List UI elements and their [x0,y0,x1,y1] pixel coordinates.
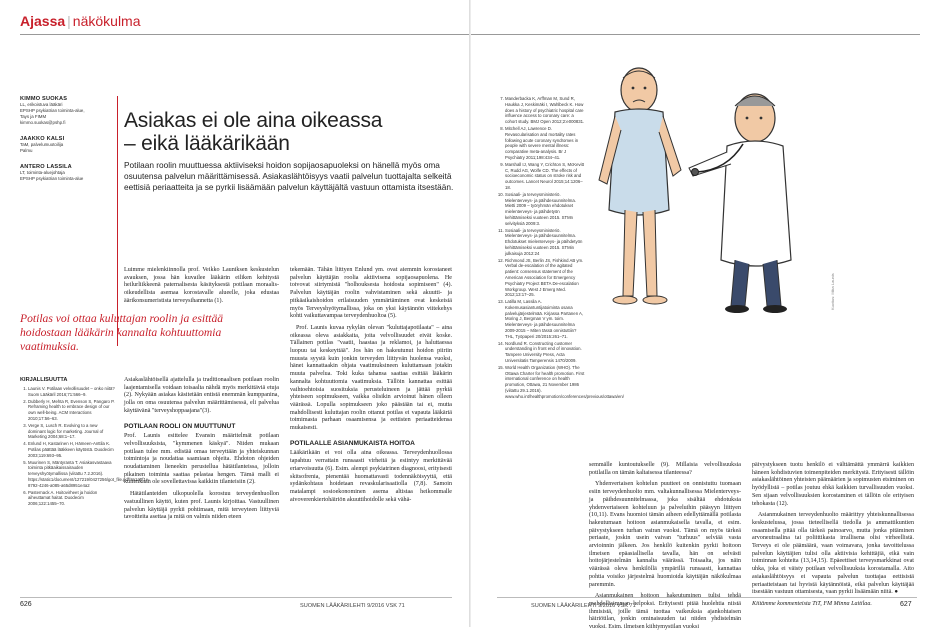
column-a-top [124,267,279,310]
end-mark: ● [894,589,899,596]
doctor-examining-patient-illustration [577,60,837,320]
author-line: Tays ja FIMM [20,114,47,119]
headline [124,109,454,155]
author-line: LL, erikoistuva lääkäri [20,102,63,107]
references-list-container [20,386,150,507]
author-name: JAAKKO KALSI [20,136,65,142]
column-a [124,377,279,526]
body-paragraph: päivystykseen tuotu henkilö ei välttämättä ymmärrä kaikkien häneen kohdistuvien toimenpiteiden merkitystä. Erityisesti tällöin asiakaslähtöinen yhteisten päämäärien ja sopimusten etsiminen on hyödyllistä – potilas joutuu ehkä kaikkien turvallisuuden vuoksi. Sen sijaan velvollisuuksien korostaminen ei tällöin ole erityisen tehokasta (12). [752,462,914,507]
body-paragraph: Luimme mielenkiinnolla prof. Veikko Launiksen keskustelun avauksen, jossa hän kuvailee lääkärin eiliken kehitystä heilurliikkeenä paternalisesta käsityksestä potilaan moraalis-oikeudellista asemaa korostavalle alueelle, joka edustaa äärikonsumeristista terveysihannetta (1). [124,267,279,304]
patient-figure [599,68,681,304]
reference-item: 8. Mitchell AJ, Lawrence D. Revascularisation and mortality rates following acute coronary syndromes in people with severe mental illness: comparative meta-analysis. Br J Psychiatry 2011;198:434–41. [505,126,585,161]
author-line: LT, toiminta-aluejohtaja [20,170,65,175]
reference-item: 4. Enlund H, Kastarinen H, Hämeen-Anttila K. Potilas päättää lääkkeen käytöstä. Duodecim 2003;119:693–95. [28,441,116,458]
left-page [0,0,469,627]
author-line: EPSHP psykiatrian toiminta-alue [20,176,84,181]
author-email: kimmo.suokas@pshp.fi [20,120,66,125]
author-2 [20,136,112,154]
journal-footer: SUOMEN LÄÄKÄRILEHTI 9/2016 VSK 71 [300,603,405,609]
acknowledgement: Kiitämme kommenteista TtT, FM Minna Laitilaa. [752,600,872,607]
references-list [20,386,150,507]
reference-item: 13. Latilla M, Lassila A. Kokemusasiantuntijatoiminta osana palvelujärjestelmää. Kirjassa Partanen A, Moring J, Bergman V ym. toim. Mielenterveys- ja päihdesuunnitelma 2009-2015 – Miten tässä onnistuttiin? THL, Työpaperi 20/2015:261–71. [505,299,585,340]
reference-item: 2. Dubberly H, Mehta R, Evenson S, Pangaro P. Reframing health to embrace design of our own well-being. ACM Interactions 2010;17:56–63. [28,399,116,422]
body-paragraph: Asianmukainen hoitoon hakeutuminen tulisi tehdä mahdollisimman helpoksi. Erityisesti pitää huolehtia niistä ihmisistä, joille tämä tuottaa vaikeuksia ajankohtaisen häiriötilan, jonkin ominaisuuden tai niiden yhdistelmän vuoksi. Esim. ilmeisen kiihtymystilan vuoksi [589,593,741,631]
reference-item: 11. Sosiaali- ja terveysministeriö. Mielenterveys- ja päihdesuunnitelma. Ehdotukset mielenterveys- ja päihdetyön kehittämiseksi vuoteen 2015. STMin julkaisuja 2012:24 [505,228,585,257]
author-1 [20,96,112,126]
footer-rule [497,597,917,598]
subheading: POTILAALLE ASIANMUKAISTA HOITOA [290,439,415,447]
headline-line-1: Asiakas ei ole aina oikeassa [124,109,383,132]
reference-item: 9. Marshall IJ, Wang Y, Crichton S, McKevitt C, Rudd AG, Wolfe CD. The effects of socioeconomic status on stroke risk and outcomes. Lancet Neurol 2015;14:1206–18. [505,162,585,191]
reference-item: 5. Muurinen S, Mäntyranta T. Asiakasvastaava toiminta pitkäaikaissairauden terveyshyötymallissa (viitattu 7.2.2016). https://static1/document/127219/0427256/got_file.pdf/2a1a0f1e-8792-4246-a085-a65d8951e4a2 [28,460,116,489]
references-list [497,96,624,400]
reference-item: 6. Pasternack A. Hoitovirheet ja hoidon aiheuttamat haitat. Duodecim 2006;122:1455–70. [28,490,116,507]
reference-item: 1. Launis V. Potilaan velvollisuudet – onko niitä? Suom Lääkäril 2016;71:566–9. [28,386,116,398]
author-line: EPSHP psykiatrian toiminta-alue, [20,108,85,113]
author-3 [20,164,112,182]
body-paragraph [752,512,914,597]
column-b [290,267,452,508]
section-name: Ajassa [20,13,66,29]
headline-line-2: – eikä lääkärikään [124,132,290,155]
doctor-figure [689,94,791,313]
section-separator: | [67,13,71,29]
body-paragraph: Asiakaslähtöisellä ajattelulla ja traditionaalisen potilaan roolin laajentamisella voidaan toisaalta nähdä myös merkittäviä etuja (2). Nykyään asiakas käsitetään entistä enemmän kumppanina, jolla on oma osuutensa palvelun määrittämisessä, eli palvelua käyttävänä "terveyshoppaajana"(3). [124,377,279,414]
author-line: Palmu [20,148,33,153]
author-name: ANTERO LASSILA [20,164,72,170]
body-paragraph: Lääkärikään ei voi olla aina oikeassa. Terveydenhuollossa tapahtuu verrattain runsaasti virheitä ja esiintyy merkittävää eriarvoisuutta (6). Esim. alempi psykiatrinen diagnoosi, erityisesti skitsofrenia, pienentää huomattavasti todennäköisyyttä, että sydänkohtaus hoidetaan revaskularisaatiolla (7,8). Samoin matalampi sosioekonominen asema altistaa heikommalle aivoverenkiertohäiriön akuuttihoidolle sekä vähä- [290,450,452,503]
body-paragraph: Yhdenvertaisen kohtelun puutteet on onnistuttu tuomaan esiin terveydenhuolto mm. valtakunnallisessa Mielenterveys- ja päihdesuunnitelmassa, joka sisältää ehdotuksia yhdenvertaiseen kohteluun ja palveluihin pääsyyn liittyen (10,11). Evans huomioi tämän aiheen edellyttämällä potilasta hakeutumaan hoitoon asianmukaisella tavalla, ei esim. päivystykseen turhan vairan vuoksi. Tämä on myös tärkeä periaate, joskin usein vaivan "turhuus" selviää vasta arvioinnin jälkeen. Jos henkilö kuitenkin pyrkii hoitoon ilmeisen epäasiallisella tavalla, hän on selvästi hoitojärjestelmän kannalta väärässä. Toisaalta, jos näin väärässä oleva henkilöllä ympärillä runsaasti, kannattaa pohtia voisiko järjestelmä huomioida käyttäjän näkökulmaa paremmin. [589,481,741,588]
pull-quote: Potilas voi ottaa kuluttajan roolin ja esittää hoidostaan lääkärin kannalta kohtuuttomia vaatimuksia. [20,312,224,353]
reference-item: 7. Manderbacka K, Arffman M, Sund R, Haukka J, Keskimäki I, Wahlbeck K. How does a history of psychiatric hospital care influence access to coronary care: a cohort study. BMJ Open 2012;2:e000831. [505,96,585,125]
reference-item: 12. Richmond JS, Berlin JS, Fishkind AB ym. Verbal de-escalation of the agitated patient: consensus statement of the American Association for Emergency Psychiatry Project BETA De-escalation Workgroup. West J Emerg Med. 2012;13:17–25. [505,258,585,299]
page-number: 627 [900,601,912,608]
column-c [589,462,741,636]
top-rule [20,34,469,35]
body-paragraph: semmälle kuntoutukselle (9). Millaisia velvollisuuksia potilailla on tämän kaltaisessa tilanteessa? [589,462,741,476]
headline-rule [117,96,118,346]
author-line: TaM, palvelumuotoilija [20,142,64,147]
body-paragraph: Prof. Launis esittelee Evansin määritelmät potilaan velvollisuuksista, "kymmenen käskyä". Niiden mukaan potilaan tulee mm. edistää omaa terveyttään ja yhteiskunnan toimintoja ja noudattaa saamiaan ohjeita. Ehdoton ohjeiden noudattaminen lieneekin perustellua hätätilanteissa, jolloin pikainen toiminta saattaa pelastaa hengen. Tämä malli ei kuitenkaan ole sovellettavissa kaikkiin tilanteisiin (2). [124,433,279,486]
subheading: POTILAAN ROOLI ON MUUTTUNUT [124,422,236,430]
section-subname: näkökulma [72,13,141,29]
illustration-credit: Kuvitus: Mika Launis [830,273,835,310]
page-number: 626 [20,601,32,608]
reference-item: 14. Nordlund R. Constructing customer understanding in front end of innovation. Tampere University Press, Acta Universitatis Tamperensis 1470/2009. [505,341,585,364]
column-d [752,462,914,613]
body-paragraph: tekemään. Tähän liittyen Enlund ym. ovat aiemmin korostaneet palvelun käyttäjän roolia aktiivisena sopijaosapuolena. He toivovat siirtymistä "holhouksesta hoidosta sopimiseen" (4). Palvelun käyttäjän roolin vahvistaminen sekä akuutti- ja pitkäaikaishoidon erilaisuuden ymmärtäminen ovat keskeisiä myös Terveyshyötymallissa, joka on yksi käytännön viitekehys kohti vaikuttavampaa terveydenhuoltoa (5). [290,267,452,320]
references-list-container [497,96,624,400]
reference-item: 10. Sosiaali- ja terveysministeriö. Mielenterveys- ja päihdesuunnitelma. Mietti 2009 – työryhmän ehdotukset mielenterveys- ja päihdetyön kehittämiseksi vuoteen 2015. STMn selvityksiä 2009:3. [505,192,585,227]
journal-footer: SUOMEN LÄÄKÄRILEHTI 9/2016 VSK 71 [531,603,636,609]
reference-item: 3. Verge S, Lusch R. Evolving to a new dominant logic for marketing. Journal of Marketing 2004;68:1–17. [28,423,116,440]
body-paragraph: Hätätilanteiden ulkopuolella korostuu terveydenhuollon vastuullinen käyttö, kuten prof. Launis kirjoittaa. Vastuullinen palvelun käyttäjä pyrkii pohtimaan, mitä terveyteen liittyviä tavoitteita asettaa ja mitä on valmis niiden eteen [124,491,279,521]
references-title: KIRJALLISUUTTA [20,377,68,383]
author-info [20,96,112,192]
author-name: KIMMO SUOKAS [20,96,68,102]
body-text: Asianmukainen terveydenhuolto määrittyy yhteiskunnallisessa keskustelussa, jossa tieteellisellä tiedolla ja ammattikuntien osaamisella pitää olla tärkeä painoarvo, mutta jonka pitäminen arvoneutraalina tai poliittikasta irrallisena olisi virheellistä. Terveys ei ole päämäärä, vaan voimavara, jonka tavoittelussa palvelun käyttäjien tulisi olla aktiivisia kehittäjiä, eikä vain toiminnan kohteita (13,14,15). Epäeettiset terveysmarkkinat ovat uhka, joka ei väisty potilaan velvollisuuksia korostamalla. Aito asiakaslähtöisyys ei vapauta palvelun tuottajaa eettisistä periaatteistaan tai hyvistä käytännöistä, eikä palvelun käyttäjää itsestään vastuun ottamisesta, vaan pyrkii lisäämään niitä. [752,512,914,596]
footer-rule [20,597,452,598]
section-tag [20,13,141,29]
references-right [497,96,624,401]
top-rule [471,34,920,35]
reference-item: 15. World Health Organization (WHO). The Ottawa Charter for health promotion. First international conference on health promotion, Ottawa, 21 November 1986 (viitattu 29.1.2016). www.who.int/healthpromotion/conferences/previous/ottawa/en/ [505,365,585,400]
body-paragraph: Prof. Launis kuvaa rykylän olevan "kuluttajapotilaata" – aina oikeassa oleva asiakkaita, joita velvollisuudet eivät koske. Tällainen potilas "vaatii, haastaa ja reklamoi, ja haluttaessa luopuu tai keskeyttää". Jos hän on hakeutunut hoidon piiriin muusta syystä kuin jonkin terveyden liittyvän huolensa vuoksi, hänet kannattaakin ohjata vaatimuksineen kuluttamaan jotakin muuta palvelua. Toki kuka tahansa saattaa esittää lääkärin kannalta kohtuuttomia vaatimuksia. Tällöin kannattaa esittää vaihtoehtoisia suosituksia perusteluineen ja jättää pyrkiä yhteiseen sopimukseen, vaikka olisikin arvioinut hänen olleen väärässä. Lopulla sopimukseen joko päästään tai ei, mutta mahdollisesti kuluttajan roolin ottanut potilas ei vapauta lääkäriä toimimasta parhaan osaamisensa ja eettisten periaatteidensa mukaisesti. [290,324,452,432]
lead-paragraph: Potilaan roolin muuttuessa aktiiviseksi hoidon sopijaosapuoleksi on hänellä myös oma osuutensa palvelun määrittämisessä. Asiakaslähtöisyys vaatii palvelun tuottajalta selkeitä eettisiä periaatteita ja se pyrkii lisäämään palvelun käyttäjältä vastuun ottamista itsestään. [124,160,454,192]
references-left [20,377,150,508]
